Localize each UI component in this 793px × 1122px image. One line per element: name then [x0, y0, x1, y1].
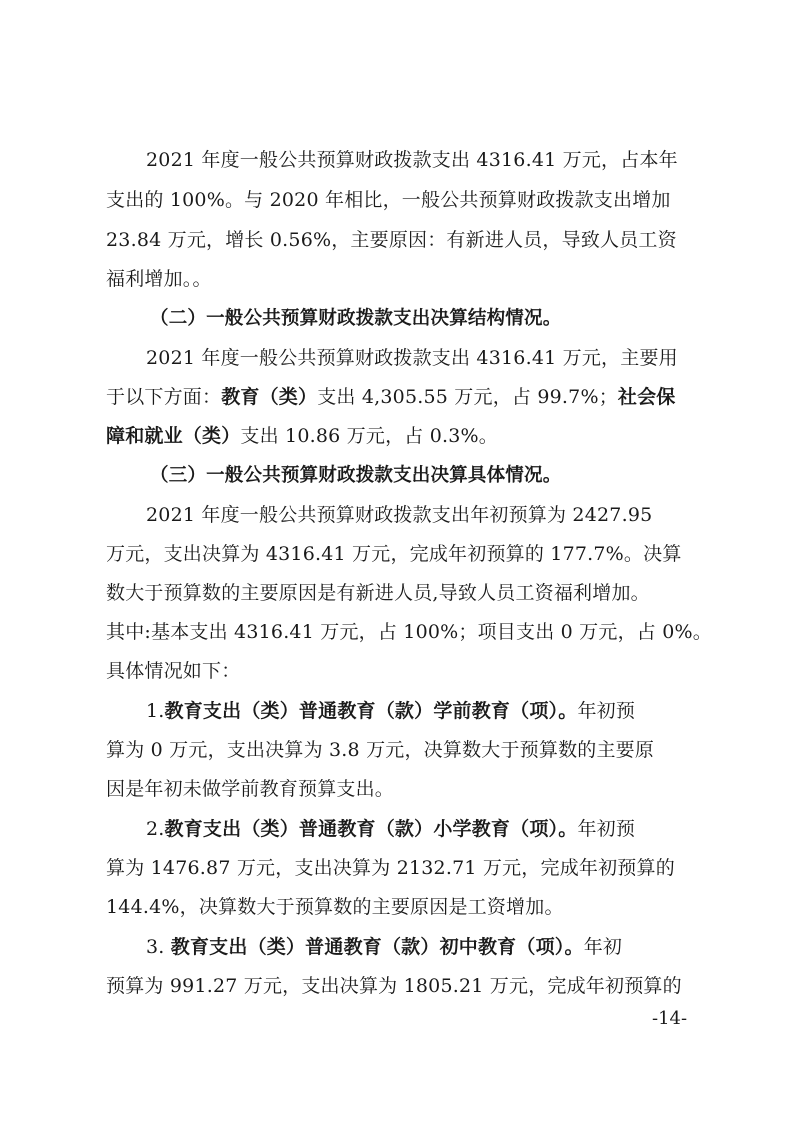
section-heading-3: （三）一般公共预算财政拨款支出决算具体情况。 [150, 465, 562, 486]
paragraph-2-text: 于以下方面： [106, 386, 222, 408]
paragraph-2-line-3 [106, 423, 696, 449]
item-1-text: 年初预 [577, 700, 636, 722]
paragraph-2-line-1: 2021 年度一般公共预算财政拨款支出 4316.41 万元，主要用 [146, 347, 678, 369]
paragraph-2-line-2 [106, 384, 696, 410]
item-1-line-2: 算为 0 万元，支出决算为 3.8 万元，决算数大于预算数的主要原 [106, 739, 655, 761]
paragraph-3-line-3: 数大于预算数的主要原因是有新进人员,导致人员工资福利增加。 [106, 582, 650, 604]
paragraph-3-line-2: 万元，支出决算为 4316.41 万元，完成年初预算的 177.7%。决算 [106, 543, 682, 565]
item-3-line-2: 预算为 991.27 万元，支出决算为 1805.21 万元，完成年初预算的 [106, 975, 682, 997]
category-education: 教育（类） [221, 386, 318, 408]
item-2-line-3: 144.4%，决算数大于预算数的主要原因是工资增加。 [106, 896, 564, 918]
category-social-security-end: 障和就业（类） [106, 425, 241, 447]
paragraph-3-line-5: 具体情况如下： [106, 660, 241, 682]
category-social-security-start: 社会保 [617, 386, 676, 408]
paragraph-2-text: 支出 4,305.55 万元，占 99.7%； [317, 386, 618, 408]
paragraph-1-line-3: 23.84 万元，增长 0.56%，主要原因：有新进人员，导致人员工资 [106, 229, 677, 251]
item-3-title: 教育支出（类）普通教育（款）初中教育（项）。 [170, 936, 584, 958]
paragraph-1-line-2: 支出的 100%。与 2020 年相比，一般公共预算财政拨款支出增加 [106, 189, 671, 211]
paragraph-3-line-1: 2021 年度一般公共预算财政拨款支出年初预算为 2427.95 [146, 504, 653, 526]
item-3-number: 3. [146, 936, 171, 958]
item-1-title: 教育支出（类）普通教育（款）学前教育（项）。 [164, 700, 578, 722]
item-2-line-2: 算为 1476.87 万元，支出决算为 2132.71 万元，完成年初预算的 [106, 857, 675, 879]
item-1-line-1 [146, 698, 696, 724]
page-number: -14- [652, 1008, 688, 1029]
item-1-number: 1. [146, 700, 165, 722]
paragraph-2-text: 支出 10.86 万元，占 0.3%。 [240, 425, 498, 447]
item-3-line-1 [146, 934, 696, 960]
item-1-line-3: 因是年初未做学前教育预算支出。 [106, 778, 395, 800]
section-heading-2: （二）一般公共预算财政拨款支出决算结构情况。 [150, 308, 562, 329]
paragraph-1-line-1: 2021 年度一般公共预算财政拨款支出 4316.41 万元，占本年 [146, 149, 678, 171]
item-2-number: 2. [146, 818, 165, 840]
paragraph-1-line-4: 福利增加。。 [106, 268, 212, 290]
item-2-text: 年初预 [577, 818, 636, 840]
item-2-line-1 [146, 816, 696, 842]
item-2-title: 教育支出（类）普通教育（款）小学教育（项）。 [164, 818, 578, 840]
item-3-text: 年初 [583, 936, 623, 958]
paragraph-3-line-4: 其中:基本支出 4316.41 万元，占 100%；项目支出 0 万元，占 0%。 [106, 621, 712, 643]
